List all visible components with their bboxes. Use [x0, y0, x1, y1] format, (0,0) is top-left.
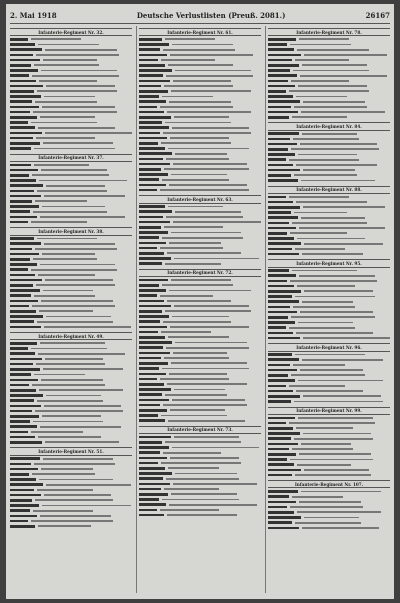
section-heading: Infanterie-Regiment Nr. 107.: [268, 480, 390, 488]
casualty-entry: [268, 115, 390, 120]
casualty-entry: [10, 503, 132, 508]
casualty-entry: [268, 336, 390, 341]
casualty-entry: [10, 524, 132, 529]
column-1: [10, 26, 132, 595]
casualty-entry: [139, 309, 261, 314]
casualty-entry: [139, 445, 261, 450]
page-number: 26167: [365, 10, 390, 20]
casualty-entry: [268, 205, 390, 210]
casualty-entry: [139, 188, 261, 193]
section-heading: Infanterie-Regiment Nr. 96.: [268, 343, 390, 351]
casualty-entry: [139, 257, 261, 262]
section-heading: Infanterie-Regiment Nr. 37.: [10, 154, 132, 162]
casualty-entry: [139, 513, 261, 518]
casualty-entry: [268, 295, 390, 300]
section-heading: Infanterie-Regiment Nr. 88.: [268, 186, 390, 194]
casualty-entry: [268, 457, 390, 462]
casualty-entry: [139, 146, 261, 151]
section-heading: Infanterie-Regiment Nr. 72.: [139, 269, 261, 277]
section-heading: Infanterie-Regiment Nr. 95.: [268, 259, 390, 267]
casualty-entry: [10, 178, 132, 183]
casualty-entry: [10, 325, 132, 330]
casualty-entry: [268, 473, 390, 478]
casualty-entry: [139, 361, 261, 366]
casualty-entry: [10, 220, 132, 225]
casualty-entry: [268, 289, 390, 294]
section-heading: Infanterie-Regiment Nr. 51.: [10, 447, 132, 455]
casualty-entry: [10, 440, 132, 445]
section-heading: Infanterie-Regiment Nr. 32.: [10, 28, 132, 36]
casualty-entry: [10, 146, 132, 151]
casualty-entry: [139, 68, 261, 73]
casualty-entry: [139, 419, 261, 424]
column-2: [139, 26, 261, 595]
casualty-entry: [268, 399, 390, 404]
column-3: [268, 26, 390, 595]
casualty-entry: [10, 283, 132, 288]
section-heading: Infanterie-Regiment Nr. 99.: [268, 407, 390, 415]
column-divider: [136, 26, 137, 593]
casualty-entry: [268, 178, 390, 183]
newspaper-page: [6, 4, 394, 599]
casualty-entry: [10, 68, 132, 73]
section-heading: Infanterie-Regiment Nr. 49.: [10, 332, 132, 340]
casualty-entry: [10, 263, 132, 268]
casualty-entry: [268, 252, 390, 257]
section-heading: Infanterie-Regiment Nr. 63.: [139, 195, 261, 203]
casualty-entry: [10, 367, 132, 372]
casualty-entry: [268, 489, 390, 494]
casualty-entry: [268, 315, 390, 320]
page-date: 2. Mai 1918: [10, 10, 57, 20]
issue-number: (Preuß. 2081.): [228, 10, 286, 20]
page-header: [10, 8, 390, 22]
section-heading: Infanterie-Regiment Nr. 78.: [268, 28, 390, 36]
page-title: Deutsche Verlustlisten (Preuß. 2081.): [136, 10, 286, 20]
header-rule: [10, 23, 390, 24]
casualty-entry: [139, 262, 261, 267]
section-heading: Infanterie-Regiment Nr. 73.: [139, 426, 261, 434]
section-heading: Infanterie-Regiment Nr. 61.: [139, 28, 261, 36]
column-divider: [265, 26, 266, 593]
section-heading: Infanterie-Regiment Nr. 84.: [268, 122, 390, 130]
casualty-entry: [139, 289, 261, 294]
casualty-entry: [268, 526, 390, 531]
section-heading: Infanterie-Regiment Nr. 38.: [10, 227, 132, 235]
